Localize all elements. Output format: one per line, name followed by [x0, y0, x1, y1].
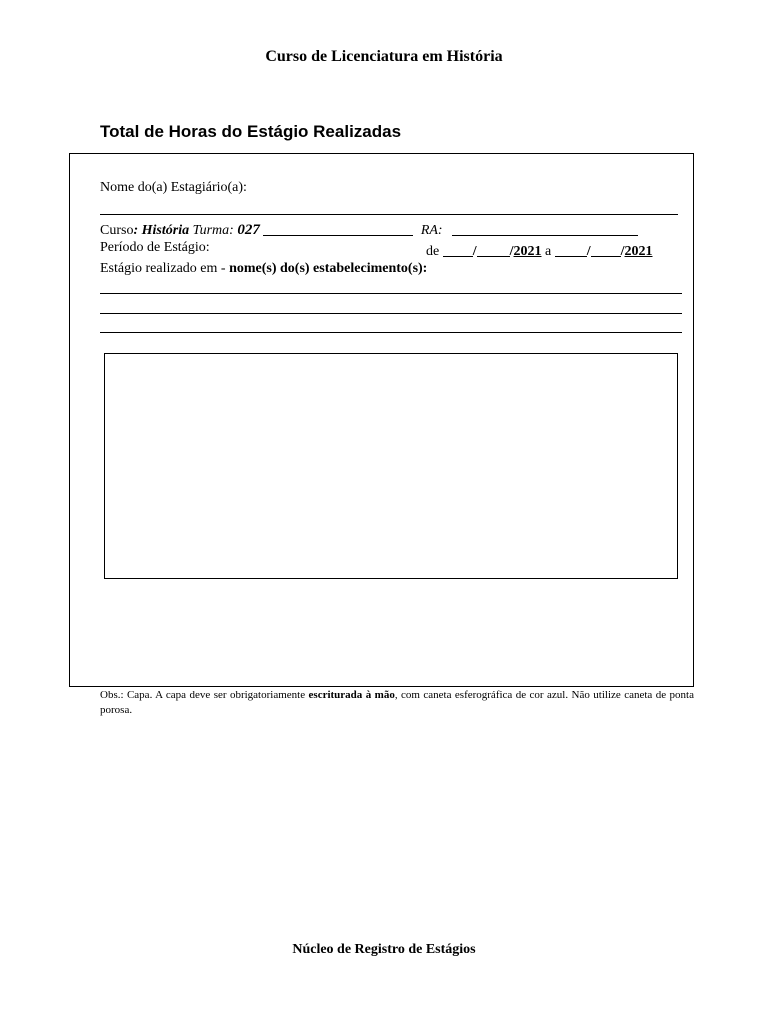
- slash-2: /: [509, 244, 514, 259]
- period-label: Período de Estágio:: [100, 240, 210, 255]
- course-value: História: [141, 223, 190, 238]
- course-colon: :: [133, 223, 139, 238]
- start-year: 2021: [513, 244, 542, 259]
- ra-line[interactable]: [452, 221, 638, 236]
- end-year: 2021: [624, 244, 653, 259]
- start-day-line[interactable]: [443, 242, 473, 257]
- establishment-line-1[interactable]: [100, 293, 682, 294]
- obs-prefix: Obs.: Capa. A capa deve ser obrigatoriamente: [100, 689, 306, 701]
- intern-name-line[interactable]: [100, 214, 678, 215]
- obs-suffix: , com caneta esferográfica de cor azul. Não utilize caneta de ponta porosa.: [100, 689, 694, 716]
- slash-1: /: [472, 244, 477, 259]
- establishment-row: [100, 261, 427, 277]
- slash-4: /: [620, 244, 625, 259]
- course-row: [100, 219, 638, 239]
- establishment-label-bold: nome(s) do(s) estabelecimento(s):: [229, 261, 428, 276]
- establishment-line-3[interactable]: [100, 332, 682, 333]
- ra-label: RA:: [420, 223, 443, 238]
- form-title: Total de Horas do Estágio Realizadas: [100, 122, 402, 141]
- course-label: Curso: [100, 223, 134, 238]
- class-value: 027: [237, 222, 260, 238]
- intern-name-label: Nome do(a) Estagiário(a):: [100, 180, 247, 195]
- slash-3: /: [586, 244, 591, 259]
- footer-title: Núcleo de Registro de Estágios: [292, 942, 476, 957]
- end-month-line[interactable]: [591, 242, 621, 257]
- period-dates: [426, 240, 653, 260]
- course-title: Curso de Licenciatura em História: [265, 48, 503, 65]
- end-day-line[interactable]: [555, 242, 587, 257]
- establishment-line-2[interactable]: [100, 313, 682, 314]
- observation-note: [100, 688, 694, 718]
- obs-bold: escriturada à mão: [308, 689, 395, 701]
- period-from-label: de: [426, 244, 440, 259]
- class-line[interactable]: [263, 221, 413, 236]
- start-month-line[interactable]: [477, 242, 510, 257]
- period-to-label: a: [545, 244, 552, 259]
- class-label: Turma:: [192, 223, 234, 238]
- establishment-label: Estágio realizado em -: [100, 261, 226, 276]
- hours-entry-box[interactable]: [104, 353, 678, 579]
